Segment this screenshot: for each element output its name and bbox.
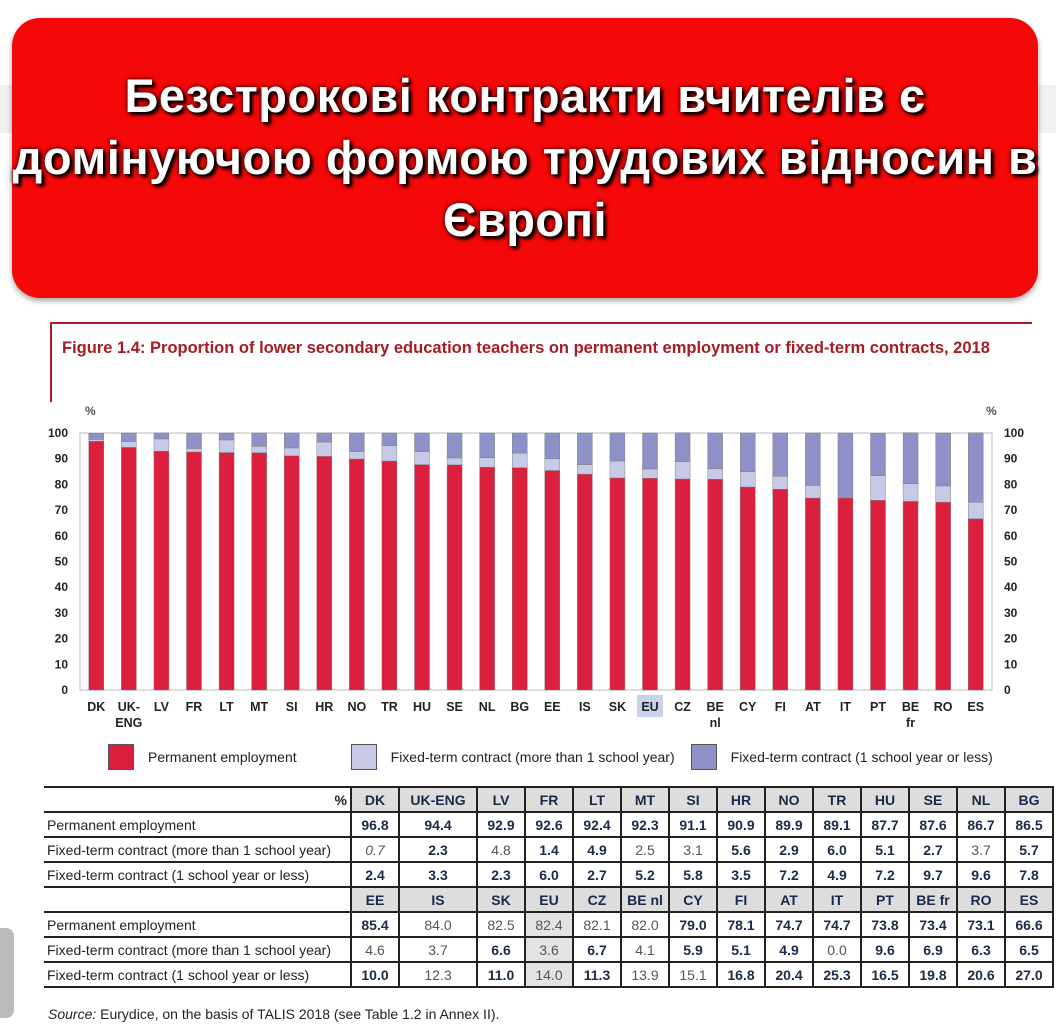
bar-fixed-short xyxy=(284,433,299,448)
table-cell: 92.6 xyxy=(525,812,573,837)
bar-permanent xyxy=(284,456,299,690)
column-header: AT xyxy=(765,887,813,912)
table-cell: 5.7 xyxy=(1005,837,1053,862)
y-tick-right: 100 xyxy=(1004,426,1025,440)
legend xyxy=(108,744,993,770)
y-axis-label: % xyxy=(986,404,997,418)
column-header: SE xyxy=(909,787,957,812)
table-cell: 89.9 xyxy=(765,812,813,837)
x-tick-label: CZ xyxy=(674,700,691,714)
table-cell: 92.4 xyxy=(573,812,621,837)
bar-permanent xyxy=(447,465,462,690)
bar-permanent xyxy=(936,502,951,690)
table-corner: % xyxy=(44,787,351,812)
y-tick-right: 60 xyxy=(1004,528,1018,543)
side-handle xyxy=(0,928,14,1018)
y-tick-left: 0 xyxy=(61,683,68,697)
table-cell: 92.3 xyxy=(621,812,669,837)
bar-fixed-short xyxy=(805,433,820,485)
bar-fixed-short xyxy=(773,433,788,476)
bar-fixed-short xyxy=(545,433,560,459)
table-cell: 0.0 xyxy=(813,937,861,962)
x-tick-label: LT xyxy=(219,700,234,714)
bar-fixed-short xyxy=(480,433,495,458)
x-tick-label: BE xyxy=(901,700,920,714)
bar-permanent xyxy=(577,474,592,690)
table-cell: 66.6 xyxy=(1005,912,1053,937)
legend-swatch-permanent xyxy=(108,744,134,770)
legend-swatch-fixed-short xyxy=(691,744,717,770)
table-cell: 5.1 xyxy=(717,937,765,962)
legend-label-fixed-short: Fixed-term contract (1 school year or less) xyxy=(730,749,993,765)
bar-fixed-long xyxy=(284,448,299,456)
bar-permanent xyxy=(871,500,886,690)
x-tick-label: TR xyxy=(381,700,398,714)
column-header: SK xyxy=(477,887,525,912)
bar-fixed-long xyxy=(89,439,104,441)
table-cell: 79.0 xyxy=(669,912,717,937)
bar-fixed-short xyxy=(903,433,918,484)
table-cell: 6.7 xyxy=(573,937,621,962)
bar-fixed-long xyxy=(773,476,788,489)
y-tick-right: 0 xyxy=(1004,683,1011,697)
column-header: LT xyxy=(573,787,621,812)
bar-permanent xyxy=(349,459,364,690)
bar-fixed-long xyxy=(805,485,820,498)
bar-fixed-short xyxy=(838,433,853,498)
table-cell: 3.6 xyxy=(525,937,573,962)
table-cell: 84.0 xyxy=(399,912,477,937)
bar-fixed-long xyxy=(903,484,918,502)
table-cell: 16.8 xyxy=(717,962,765,987)
column-header: PT xyxy=(861,887,909,912)
x-tick-label: ENG xyxy=(115,716,143,730)
table-cell: 78.1 xyxy=(717,912,765,937)
table-cell: 6.0 xyxy=(525,862,573,887)
y-tick-right: 90 xyxy=(1004,451,1018,466)
x-tick-label: BG xyxy=(510,700,530,714)
table-row xyxy=(44,912,1053,937)
bar-fixed-short xyxy=(643,433,658,469)
column-header: EU xyxy=(525,887,573,912)
column-header: BE nl xyxy=(621,887,669,912)
bar-fixed-short xyxy=(936,433,951,486)
headline: Безстрокові контракти вчителів є домінуючою формою трудових відносин в Європі xyxy=(12,69,1038,246)
table-cell: 82.5 xyxy=(477,912,525,937)
table-cell: 9.7 xyxy=(909,862,957,887)
table-cell: 6.3 xyxy=(957,937,1005,962)
bar-fixed-short xyxy=(317,433,332,442)
bar-fixed-long xyxy=(317,442,332,456)
x-tick-label: RO xyxy=(933,700,953,714)
bar-fixed-long xyxy=(512,453,527,468)
x-tick-label: PT xyxy=(870,700,886,714)
plot-frame xyxy=(80,433,992,690)
x-tick-label: NO xyxy=(347,700,367,714)
table-cell: 85.4 xyxy=(351,912,399,937)
y-axis-label: % xyxy=(85,404,96,418)
bar-fixed-short xyxy=(187,433,202,448)
column-header: CY xyxy=(669,887,717,912)
y-tick-right: 50 xyxy=(1004,554,1018,569)
y-tick-left: 90 xyxy=(54,451,68,466)
bar-fixed-short xyxy=(252,433,267,446)
column-header: HU xyxy=(861,787,909,812)
table-cell: 9.6 xyxy=(861,937,909,962)
y-tick-left: 60 xyxy=(54,528,68,543)
table-cell: 82.4 xyxy=(525,912,573,937)
table-cell: 20.4 xyxy=(765,962,813,987)
x-tick-label: FI xyxy=(774,700,786,714)
table-cell: 92.9 xyxy=(477,812,525,837)
table-cell: 13.9 xyxy=(621,962,669,987)
bar-fixed-short xyxy=(871,433,886,475)
y-tick-left: 50 xyxy=(54,554,68,569)
table-cell: 16.5 xyxy=(861,962,909,987)
x-tick-label: UK- xyxy=(117,700,140,714)
bar-fixed-short xyxy=(382,433,397,446)
table-cell: 14.0 xyxy=(525,962,573,987)
x-tick-label: ES xyxy=(967,700,985,714)
bar-fixed-short xyxy=(121,433,136,441)
bar-fixed-long xyxy=(968,502,983,519)
bar-fixed-short xyxy=(610,433,625,461)
x-tick-label: DK xyxy=(87,700,106,714)
column-header: FR xyxy=(525,787,573,812)
bar-permanent xyxy=(773,489,788,690)
table-cell: 2.9 xyxy=(765,837,813,862)
y-tick-right: 30 xyxy=(1004,605,1018,620)
x-tick-label: EU xyxy=(641,700,659,714)
column-header: IS xyxy=(399,887,477,912)
y-tick-right: 20 xyxy=(1004,631,1018,646)
y-tick-right: 80 xyxy=(1004,477,1018,492)
bar-permanent xyxy=(480,467,495,690)
y-tick-left: 40 xyxy=(54,580,68,595)
table-cell: 94.4 xyxy=(399,812,477,837)
table-cell: 82.0 xyxy=(621,912,669,937)
y-tick-right: 40 xyxy=(1004,580,1018,595)
y-tick-left: 20 xyxy=(54,631,68,646)
bar-permanent xyxy=(187,452,202,690)
bar-permanent xyxy=(415,465,430,690)
x-tick-label: MT xyxy=(250,700,269,714)
data-table xyxy=(44,786,1054,988)
table-cell: 86.7 xyxy=(957,812,1005,837)
table-cell: 27.0 xyxy=(1005,962,1053,987)
x-tick-label: EE xyxy=(543,700,561,714)
x-tick-label: SE xyxy=(446,700,463,714)
table-cell: 11.0 xyxy=(477,962,525,987)
table-cell: 5.8 xyxy=(669,862,717,887)
column-header: TR xyxy=(813,787,861,812)
table-cell: 19.8 xyxy=(909,962,957,987)
bar-fixed-long xyxy=(382,446,397,461)
table-row xyxy=(44,812,1053,837)
x-tick-label: fr xyxy=(906,716,916,730)
table-cell: 73.8 xyxy=(861,912,909,937)
table-cell: 7.8 xyxy=(1005,862,1053,887)
table-cell: 73.1 xyxy=(957,912,1005,937)
column-header: EE xyxy=(351,887,399,912)
table-cell: 74.7 xyxy=(813,912,861,937)
bar-fixed-short xyxy=(447,433,462,458)
y-tick-right: 10 xyxy=(1004,657,1018,672)
y-tick-left: 10 xyxy=(54,657,68,672)
bar-fixed-long xyxy=(675,462,690,479)
bar-permanent xyxy=(610,478,625,690)
legend-label-permanent: Permanent employment xyxy=(148,749,297,765)
table-row xyxy=(44,862,1053,887)
bar-permanent xyxy=(805,498,820,690)
bar-permanent xyxy=(382,461,397,690)
table-cell: 3.3 xyxy=(399,862,477,887)
row-label: Fixed-term contract (1 school year or less) xyxy=(44,962,351,987)
table-cell: 0.7 xyxy=(351,837,399,862)
table-cell: 2.3 xyxy=(477,862,525,887)
table-cell: 11.3 xyxy=(573,962,621,987)
column-header: SI xyxy=(669,787,717,812)
table-cell: 25.3 xyxy=(813,962,861,987)
bar-fixed-long xyxy=(936,486,951,502)
table-cell: 5.1 xyxy=(861,837,909,862)
bar-permanent xyxy=(121,447,136,690)
table-cell: 90.9 xyxy=(717,812,765,837)
x-tick-label: FR xyxy=(185,700,203,714)
table-cell: 4.9 xyxy=(765,937,813,962)
column-header: NL xyxy=(957,787,1005,812)
bar-fixed-long xyxy=(415,452,430,465)
bar-permanent xyxy=(643,478,658,690)
table-cell: 15.1 xyxy=(669,962,717,987)
figure-title: Figure 1.4: Proportion of lower secondary education teachers on permanent employment or fixed-term contracts, 2018 xyxy=(62,339,990,357)
y-tick-right: 70 xyxy=(1004,503,1018,518)
table-cell: 3.1 xyxy=(669,837,717,862)
y-tick-left: 100 xyxy=(47,426,68,440)
table-cell: 82.1 xyxy=(573,912,621,937)
table-cell: 1.4 xyxy=(525,837,573,862)
table-cell: 96.8 xyxy=(351,812,399,837)
table-cell: 5.6 xyxy=(717,837,765,862)
table-cell: 4.6 xyxy=(351,937,399,962)
x-tick-label: SI xyxy=(285,700,298,714)
table-cell: 3.7 xyxy=(957,837,1005,862)
table-header-row xyxy=(44,787,1053,812)
bar-fixed-long xyxy=(187,448,202,452)
x-tick-label: IT xyxy=(839,700,851,714)
bar-fixed-long xyxy=(577,465,592,475)
table-cell: 2.7 xyxy=(909,837,957,862)
table-cell: 4.1 xyxy=(621,937,669,962)
column-header: UK-ENG xyxy=(399,787,477,812)
bar-fixed-short xyxy=(740,433,755,472)
bar-fixed-short xyxy=(577,433,592,465)
bar-permanent xyxy=(252,453,267,690)
bar-permanent xyxy=(740,487,755,690)
bar-permanent xyxy=(317,456,332,690)
x-tick-label: IS xyxy=(578,700,591,714)
bar-permanent xyxy=(838,498,853,690)
x-tick-label: NL xyxy=(478,700,496,714)
bar-permanent xyxy=(968,519,983,690)
bar-fixed-long xyxy=(871,476,886,501)
bar-permanent xyxy=(708,479,723,690)
table-cell: 6.9 xyxy=(909,937,957,962)
table-cell: 89.1 xyxy=(813,812,861,837)
table-cell: 5.9 xyxy=(669,937,717,962)
bar-fixed-long xyxy=(480,458,495,468)
column-header: ES xyxy=(1005,887,1053,912)
column-header: DK xyxy=(351,787,399,812)
table-cell: 9.6 xyxy=(957,862,1005,887)
column-header: MT xyxy=(621,787,669,812)
x-tick-label: CY xyxy=(739,700,757,714)
bar-permanent xyxy=(545,471,560,690)
source-label: Source: xyxy=(48,1006,97,1022)
table-cell: 3.5 xyxy=(717,862,765,887)
row-label: Fixed-term contract (more than 1 school year) xyxy=(44,837,351,862)
x-tick-label: HU xyxy=(412,700,432,714)
table-cell: 10.0 xyxy=(351,962,399,987)
row-label: Permanent employment xyxy=(44,812,351,837)
bar-permanent xyxy=(675,479,690,690)
bar-fixed-long xyxy=(447,458,462,465)
table-cell: 5.2 xyxy=(621,862,669,887)
table-cell: 86.5 xyxy=(1005,812,1053,837)
table-header-row xyxy=(44,887,1053,912)
bar-fixed-long xyxy=(121,441,136,447)
table-cell: 3.7 xyxy=(399,937,477,962)
y-tick-left: 70 xyxy=(54,503,68,518)
bar-permanent xyxy=(512,468,527,690)
table-cell: 6.0 xyxy=(813,837,861,862)
table-cell: 87.6 xyxy=(909,812,957,837)
table-cell: 2.7 xyxy=(573,862,621,887)
x-tick-label: HR xyxy=(315,700,334,714)
bar-fixed-short xyxy=(415,433,430,452)
bar-fixed-long xyxy=(154,439,169,451)
table-cell: 4.9 xyxy=(813,862,861,887)
y-tick-left: 80 xyxy=(54,477,68,492)
table-cell: 87.7 xyxy=(861,812,909,837)
x-tick-label: BE xyxy=(706,700,724,714)
column-header: IT xyxy=(813,887,861,912)
table-cell: 7.2 xyxy=(765,862,813,887)
table-row xyxy=(44,837,1053,862)
bar-fixed-short xyxy=(512,433,527,453)
legend-swatch-fixed-long xyxy=(351,744,377,770)
table-row xyxy=(44,962,1053,987)
bar-permanent xyxy=(89,441,104,690)
bar-fixed-long xyxy=(219,440,234,453)
table-cell: 2.4 xyxy=(351,862,399,887)
column-header: FI xyxy=(717,887,765,912)
x-tick-label: LV xyxy=(153,700,169,714)
table-cell: 4.8 xyxy=(477,837,525,862)
bar-fixed-short xyxy=(708,433,723,469)
bar-fixed-long xyxy=(740,472,755,487)
bar-fixed-long xyxy=(545,459,560,471)
bar-fixed-long xyxy=(252,446,267,452)
table-cell: 7.2 xyxy=(861,862,909,887)
column-header: BE fr xyxy=(909,887,957,912)
bar-fixed-short xyxy=(968,433,983,502)
bar-fixed-short xyxy=(349,433,364,452)
bar-fixed-short xyxy=(219,433,234,440)
bar-permanent xyxy=(154,451,169,690)
bar-fixed-long xyxy=(349,452,364,459)
table-cell: 73.4 xyxy=(909,912,957,937)
bar-fixed-long xyxy=(610,461,625,478)
bar-fixed-long xyxy=(708,469,723,480)
column-header: LV xyxy=(477,787,525,812)
column-header: NO xyxy=(765,787,813,812)
bar-fixed-short xyxy=(154,433,169,439)
table-cell: 74.7 xyxy=(765,912,813,937)
column-header: HR xyxy=(717,787,765,812)
table-cell: 6.5 xyxy=(1005,937,1053,962)
row-label: Fixed-term contract (more than 1 school year) xyxy=(44,937,351,962)
table-corner xyxy=(44,887,351,912)
column-header: CZ xyxy=(573,887,621,912)
legend-label-fixed-long: Fixed-term contract (more than 1 school year) xyxy=(390,749,675,765)
x-tick-label: nl xyxy=(709,716,721,730)
bar-fixed-short xyxy=(675,433,690,462)
column-header: RO xyxy=(957,887,1005,912)
column-header: BG xyxy=(1005,787,1053,812)
table-cell: 2.3 xyxy=(399,837,477,862)
table-cell: 12.3 xyxy=(399,962,477,987)
x-tick-label: SK xyxy=(608,700,627,714)
bar-fixed-short xyxy=(89,433,104,439)
source-text: Eurydice, on the basis of TALIS 2018 (see Table 1.2 in Annex II). xyxy=(96,1006,500,1022)
table-cell: 2.5 xyxy=(621,837,669,862)
bar-permanent xyxy=(219,453,234,690)
row-label: Fixed-term contract (1 school year or less) xyxy=(44,862,351,887)
bar-fixed-long xyxy=(643,469,658,478)
table-cell: 20.6 xyxy=(957,962,1005,987)
y-tick-left: 30 xyxy=(54,605,68,620)
row-label: Permanent employment xyxy=(44,912,351,937)
table-cell: 91.1 xyxy=(669,812,717,837)
table-row xyxy=(44,937,1053,962)
source-note xyxy=(48,1006,499,1022)
table-cell: 6.6 xyxy=(477,937,525,962)
bar-permanent xyxy=(903,501,918,690)
table-cell: 4.9 xyxy=(573,837,621,862)
x-tick-label: AT xyxy=(804,700,821,714)
